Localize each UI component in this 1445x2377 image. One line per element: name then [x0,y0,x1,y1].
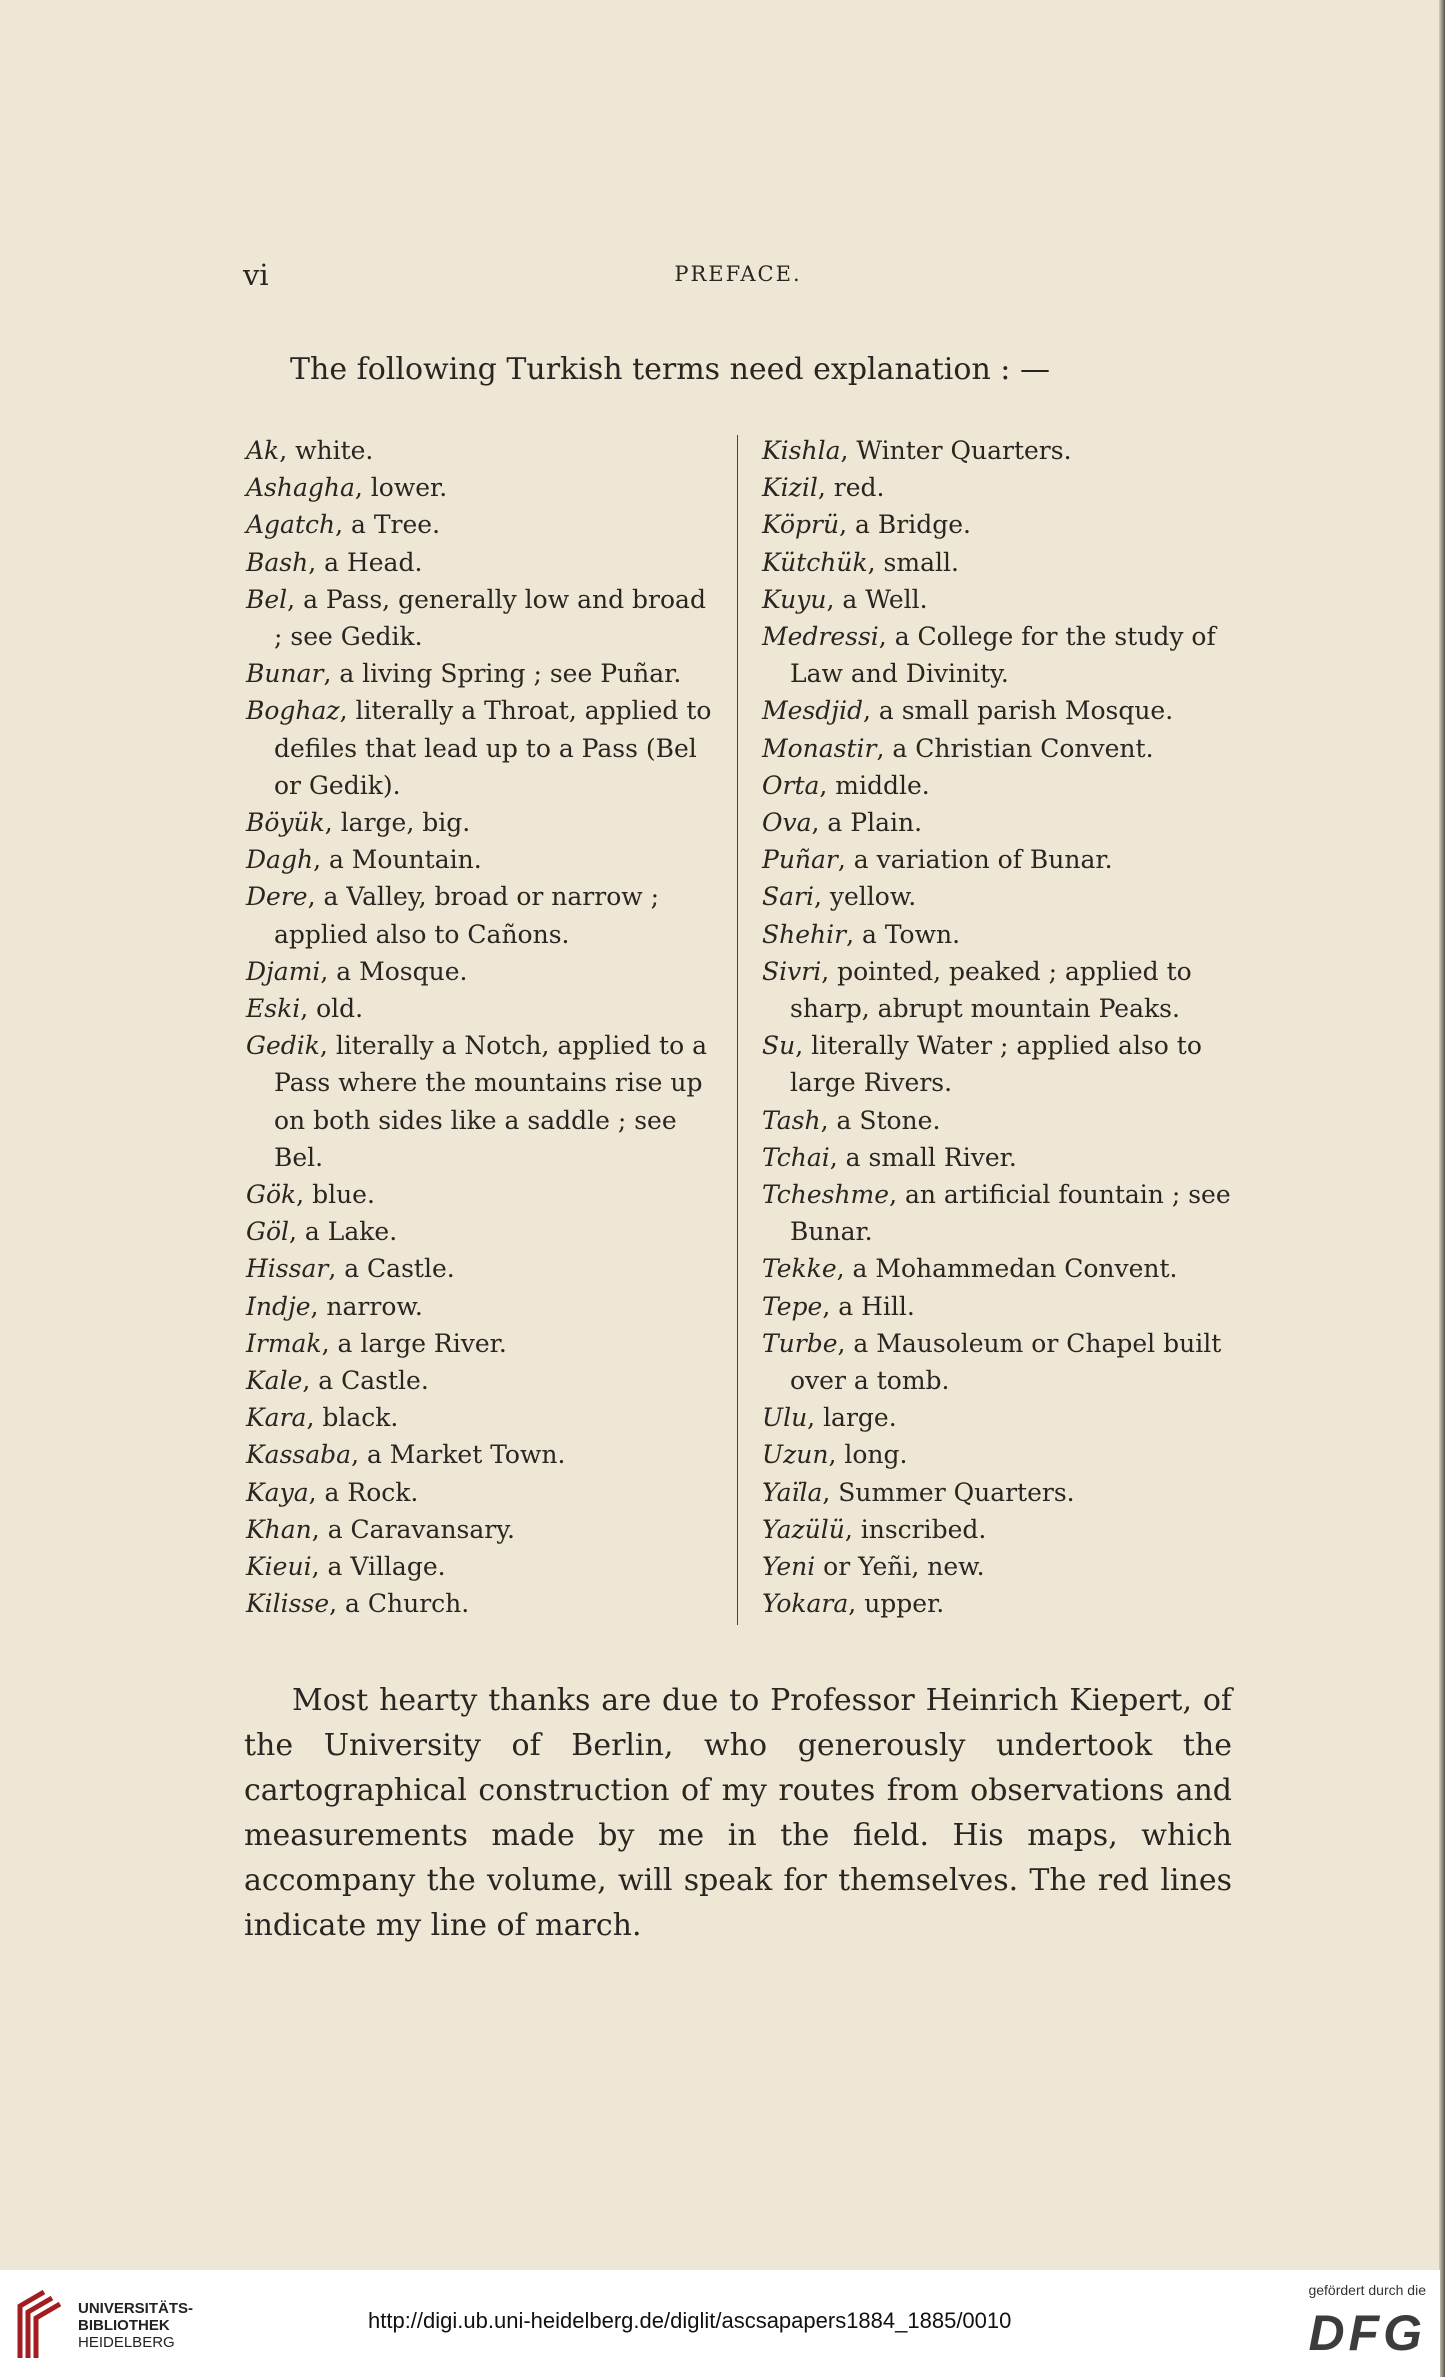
glossary-term: Khan [246,1514,312,1544]
glossary-term: Ashagha [246,473,355,503]
glossary-entry [762,841,1242,878]
glossary-entry [246,1288,716,1325]
glossary-definition: , narrow. [310,1291,423,1321]
glossary-definition: , a Head. [308,547,423,577]
glossary-term: Kaya [246,1477,309,1507]
glossary-term: Djami [246,956,321,986]
glossary-entry [246,1474,716,1511]
glossary-definition: , a College for the study of Law and Divinity. [790,622,1216,689]
glossary-definition: , yellow. [813,882,917,912]
glossary-term: Tash [762,1105,821,1135]
glossary-entry [762,767,1242,804]
glossary-entry [246,506,716,543]
glossary-entry [246,1362,716,1399]
glossary-definition: , a Mosque. [320,956,468,986]
glossary-term: Indje [246,1291,311,1321]
glossary-entry [246,1027,716,1176]
glossary-definition: , literally a Notch, applied to a Pass where the mountains rise up on both sides like a saddle ; see Bel. [274,1031,707,1172]
glossary-definition: , a Caravansary. [311,1514,515,1544]
glossary-term: Mesdjid [762,696,863,726]
page-number: vi [243,258,269,292]
dfg-logo-text: DFG [1308,2305,1426,2361]
glossary-definition: , black. [306,1403,399,1433]
glossary-term: Sivri [762,956,822,986]
glossary-definition: , a large River. [321,1328,507,1358]
glossary-entry [246,1213,716,1250]
acknowledgement-paragraph: Most hearty thanks are due to Professor Heinrich Kiepert, of the University of Berlin, who generously undertook the cartographical construction of my routes from observations and measurements made by me in the field. His maps, which accompany the volume, will speak for themselves. The red lines indicate my line of march. [244,1683,1232,1943]
glossary-definition: , literally a Throat, applied to defiles that lead up to a Pass (Bel or Gedik). [274,696,712,800]
glossary-entry [762,1511,1242,1548]
glossary-entry [762,916,1242,953]
glossary-term: Medressi [762,622,879,652]
glossary-definition: , a Tree. [335,510,441,540]
glossary-definition: , a Bridge. [839,510,971,540]
glossary-entry [246,1436,716,1473]
glossary-entry [762,692,1242,729]
library-name: UNIVERSITÄTS- BIBLIOTHEK HEIDELBERG [78,2300,194,2351]
glossary-definition: , lower. [354,473,448,503]
glossary-entry [246,469,716,506]
glossary-entry [246,878,716,952]
glossary-definition: , large. [807,1403,897,1433]
glossary-definition: , Summer Quarters. [822,1477,1075,1507]
glossary-definition: , a Well. [826,584,928,614]
glossary-entry [246,990,716,1027]
glossary-term: Göl [246,1217,290,1247]
glossary-entry [762,544,1242,581]
glossary-term: Tekke [762,1254,837,1284]
glossary-term: Kuyu [762,584,827,614]
glossary-term: Monastir [762,733,877,763]
glossary-entry [762,1436,1242,1473]
permalink-url[interactable]: http://digi.ub.uni-heidelberg.de/diglit/ascsapapers1884_1885/0010 [368,2308,1012,2333]
glossary-definition: , inscribed. [844,1514,987,1544]
glossary-entry [762,581,1242,618]
funder-logo[interactable] [1256,2282,1426,2362]
glossary-term: Yazülü [762,1514,845,1544]
library-mark-icon [14,2288,68,2360]
glossary-term: Shehir [762,919,847,949]
glossary-definition: , long. [828,1440,908,1470]
glossary-entry [246,1250,716,1287]
glossary-definition: , a Town. [846,919,961,949]
glossary-term: Bash [246,547,309,577]
glossary-entry [246,1585,716,1622]
glossary-term: Puñar [762,845,838,875]
glossary-term: Kale [246,1366,303,1396]
glossary-term: Ulu [762,1403,808,1433]
glossary-entry [762,432,1242,469]
glossary-definition: , old. [300,994,364,1024]
glossary-entry [246,1399,716,1436]
glossary-term: Yaïla [762,1477,823,1507]
digitization-footer [0,2270,1440,2377]
glossary-entry [762,953,1242,1027]
glossary-definition: , a Village. [311,1552,446,1582]
glossary-entry [246,432,716,469]
glossary-entry [762,1102,1242,1139]
glossary-term: Tcheshme [762,1180,890,1210]
glossary-term: Kütchük [762,547,868,577]
glossary-definition: , a Christian Convent. [876,733,1154,763]
glossary-term: Turbe [762,1328,838,1358]
glossary-term: Kara [246,1403,307,1433]
glossary-term: Böyük [246,808,325,838]
glossary-entry [762,1399,1242,1436]
glossary-definition: , a Plain. [811,808,923,838]
page-edge-shadow [1439,0,1445,2377]
library-logo[interactable] [14,2288,204,2360]
glossary-entry [762,730,1242,767]
glossary-column-left [246,432,716,1623]
glossary-definition: , a Hill. [822,1291,915,1321]
glossary-definition: , upper. [848,1589,945,1619]
glossary-definition: , middle. [819,770,930,800]
glossary-term: Bunar [246,659,324,689]
glossary-definition: , a Pass, generally low and broad ; see Gedik. [274,584,706,652]
glossary-term: Kieui [246,1552,312,1582]
glossary-definition: , a Rock. [308,1477,419,1507]
glossary-definition: , white. [279,436,374,465]
glossary-term: Yokara [762,1589,849,1619]
glossary-term: Ova [762,808,812,838]
glossary-term: Hissar [246,1254,329,1284]
glossary-term: Eski [246,994,301,1024]
glossary-intro: The following Turkish terms need explanation : — [290,352,1050,387]
glossary-definition: , a Mohammedan Convent. [836,1254,1178,1284]
glossary-definition: , large, big. [324,808,471,838]
glossary-definition: , a Mountain. [313,845,482,875]
page-header [243,258,1233,298]
glossary-term: Tepe [762,1291,823,1321]
glossary-term: Dagh [246,845,314,875]
glossary-term: Yeni [762,1552,816,1582]
glossary-definition: , a Church. [329,1589,470,1619]
glossary-entry [246,581,716,655]
glossary-entry [762,1548,1242,1585]
glossary-term: Kassaba [246,1440,352,1470]
glossary-entry [246,655,716,692]
glossary-entry [762,618,1242,692]
funder-caption: gefördert durch die [1308,2282,1426,2298]
glossary-definition: , a small parish Mosque. [862,696,1174,726]
glossary-term: Gök [246,1180,297,1210]
glossary-entry [246,1511,716,1548]
glossary-term: Agatch [246,510,336,540]
glossary-term: Ak [246,436,280,465]
glossary-entry [762,469,1242,506]
glossary-definition: , a Valley, broad or narrow ; applied also to Cañons. [274,882,660,949]
glossary-definition: , red. [817,473,885,503]
glossary-entry [762,804,1242,841]
glossary-definition: , literally Water ; applied also to large Rivers. [790,1031,1202,1098]
glossary-term: Bel [246,584,288,614]
glossary-entry [246,953,716,990]
glossary-definition: or Yeñi, new. [815,1552,985,1582]
glossary-column-right [762,432,1242,1623]
glossary-definition: , a Castle. [302,1366,429,1396]
glossary-definition: , a Market Town. [351,1440,566,1470]
glossary-definition: , a small River. [829,1142,1017,1172]
glossary-entry [762,1139,1242,1176]
glossary-entry [246,1176,716,1213]
glossary-entry [762,1585,1242,1622]
column-divider [737,435,738,1625]
glossary-entry [762,506,1242,543]
glossary-definition: , a variation of Bunar. [837,845,1113,875]
glossary-term: Gedik [246,1031,320,1061]
glossary-term: Köprü [762,510,840,540]
glossary-entry [762,1474,1242,1511]
glossary-term: Su [762,1031,796,1061]
glossary-entry [246,841,716,878]
glossary-entry [246,1325,716,1362]
glossary-term: Orta [762,770,820,800]
glossary-term: Dere [246,882,308,912]
glossary-term: Kizil [762,473,818,503]
glossary-entry [762,1325,1242,1399]
glossary-definition: , pointed, peaked ; applied to sharp, abrupt mountain Peaks. [790,956,1192,1024]
running-head: PREFACE. [674,262,802,286]
glossary-definition: , a Lake. [289,1217,398,1247]
glossary-entry [762,1250,1242,1287]
glossary-entry [246,692,716,804]
glossary-entry [762,1027,1242,1101]
glossary-entry [762,878,1242,915]
glossary-term: Kishla [762,436,841,465]
glossary-term: Uzun [762,1440,829,1470]
glossary-definition: , a Stone. [820,1105,941,1135]
glossary-definition: , a Castle. [328,1254,455,1284]
glossary-definition: , a Mausoleum or Chapel built over a tomb. [790,1328,1222,1396]
glossary-definition: , blue. [296,1180,375,1210]
glossary-term: Boghaz [246,696,340,726]
glossary-definition: , a living Spring ; see Puñar. [323,659,682,689]
glossary-entry [762,1176,1242,1250]
glossary-entry [246,804,716,841]
glossary-definition: , Winter Quarters. [840,436,1072,465]
glossary-entry [762,1288,1242,1325]
glossary-term: Tchai [762,1142,830,1172]
glossary-definition: , an artificial fountain ; see Bunar. [790,1180,1231,1247]
glossary-entry [246,1548,716,1585]
glossary-definition: , small. [867,547,959,577]
glossary-entry [246,544,716,581]
glossary-term: Kilisse [246,1589,330,1619]
glossary-term: Irmak [246,1328,322,1358]
glossary-term: Sari [762,882,814,912]
